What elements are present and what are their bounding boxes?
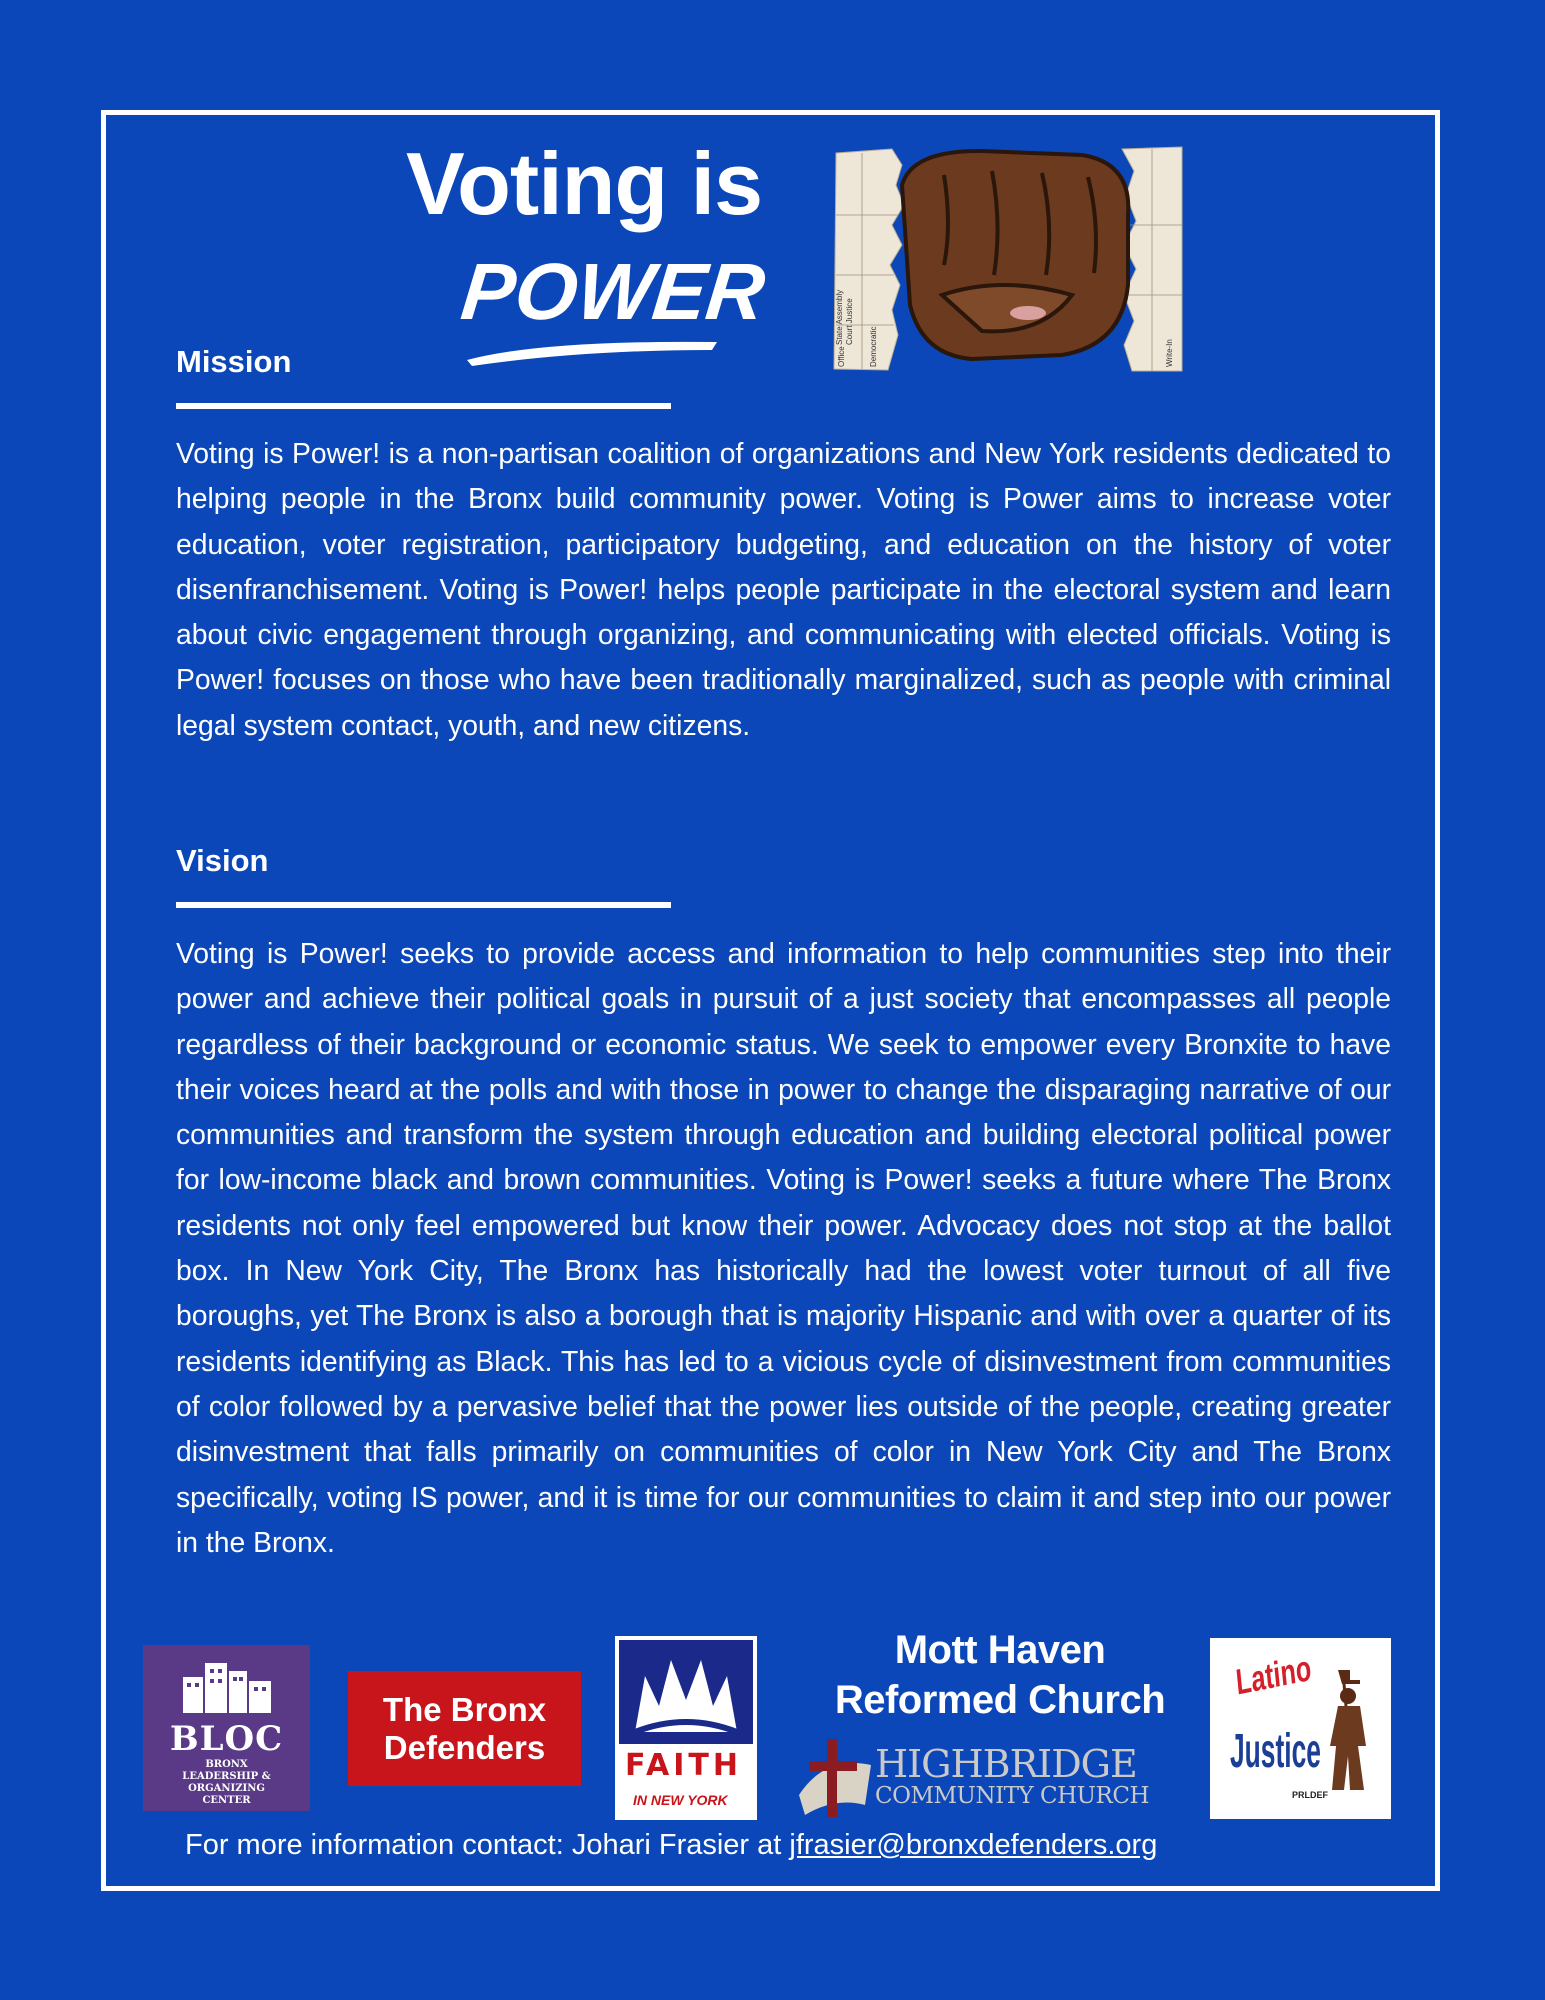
vision-divider xyxy=(176,902,671,908)
justice-word: Justice xyxy=(1230,1725,1321,1778)
cross-icon xyxy=(795,1735,875,1820)
mott-haven-line2: Reformed Church xyxy=(834,1678,1166,1722)
brush-stroke-underline xyxy=(462,330,722,370)
vision-heading: Vision xyxy=(176,843,269,878)
contact-prefix: For more information contact: Johari Frasier at xyxy=(185,1829,790,1861)
fist-ballot-image xyxy=(832,145,1184,375)
ballot-label: Court Justice xyxy=(845,298,854,345)
title-power: POWER xyxy=(457,247,769,336)
mott-haven-reformed-church xyxy=(800,1625,1200,1725)
mission-divider xyxy=(176,403,671,409)
faith-subtitle: IN NEW YORK xyxy=(633,1792,728,1808)
highbridge-community-church-logo xyxy=(795,1735,1170,1820)
ballot-label: State Assembly xyxy=(835,289,844,345)
mission-paragraph: Voting is Power! is a non-partisan coalition of organizations and New York residents dedicated to helping people in the Bronx build community power. Voting is Power aims to increase voter education, voter registration, participatory budgeting, and education on the history of voter disenfranchisement. Voting is Power! helps people participate in the electoral system and learn about civic engagement through organizing, and communicating with elected officials. Voting is Power! focuses on those who have been traditionally marginalized, such as people with criminal legal system contact, youth, and new citizens. xyxy=(176,437,1391,741)
bloc-logo xyxy=(143,1645,310,1811)
highbridge-subtitle: COMMUNITY CHURCH xyxy=(875,1783,1149,1809)
title-voting-is: Voting is xyxy=(406,134,763,233)
bloc-name: BLOC xyxy=(169,1719,284,1759)
contact-line xyxy=(185,1831,1157,1860)
latino-justice-logo xyxy=(1210,1638,1391,1819)
bronx-defenders-line2: Defenders xyxy=(383,1728,546,1766)
faith-crown-icon xyxy=(615,1636,757,1746)
latino-word: Latino xyxy=(1234,1646,1313,1703)
buildings-icon xyxy=(177,1657,277,1713)
faith-in-new-york-logo xyxy=(615,1636,757,1820)
ballot-label: Democratic xyxy=(869,326,878,367)
mott-haven-line1: Mott Haven xyxy=(894,1628,1106,1672)
faith-word: FAITH xyxy=(625,1748,743,1783)
lady-justice-icon xyxy=(1320,1666,1380,1796)
bronx-defenders-line1: The Bronx xyxy=(382,1690,547,1728)
prldef-label: PRLDEF xyxy=(1292,1790,1328,1800)
bronx-defenders-logo xyxy=(348,1671,581,1786)
bloc-subtitle: BRONX LEADERSHIP & ORGANIZING CENTER xyxy=(182,1759,271,1806)
vision-paragraph: Voting is Power! seeks to provide access and information to help communities step into their power and achieve their political goals in pursuit of a just society that encompasses all people regardless of their background or economic status. We seek to empower every Bronxite to have their voices heard at the polls and with those in power to change the disparaging narrative of our communities and transform the system through education and building electoral political power for low-income black and brown communities. Voting is Power! seeks a future where The Bronx residents not only feel empowered but know their power. Advocacy does not stop at the ballot box. In New York City, The Bronx has historically had the lowest voter turnout of all five boroughs, yet The Bronx is also a borough that is majority Hispanic and with over a quarter of its residents identifying as Black. This has led to a vicious cycle of disinvestment from communities of color followed by a pervasive belief that the power lies outside of the people, creating greater disinvestment that falls primarily on communities of color in New York City and The Bronx specifically, voting IS power, and it is time for our communities to claim it and step into our power in the Bronx. xyxy=(176,937,1391,1558)
mission-heading: Mission xyxy=(176,344,292,379)
ballot-label: Write-In xyxy=(1165,339,1174,367)
contact-email-link[interactable]: jfrasier@bronxdefenders.org xyxy=(789,1829,1158,1861)
highbridge-name: HIGHBRIDGE xyxy=(875,1742,1137,1786)
ballot-label: Office xyxy=(837,346,846,367)
